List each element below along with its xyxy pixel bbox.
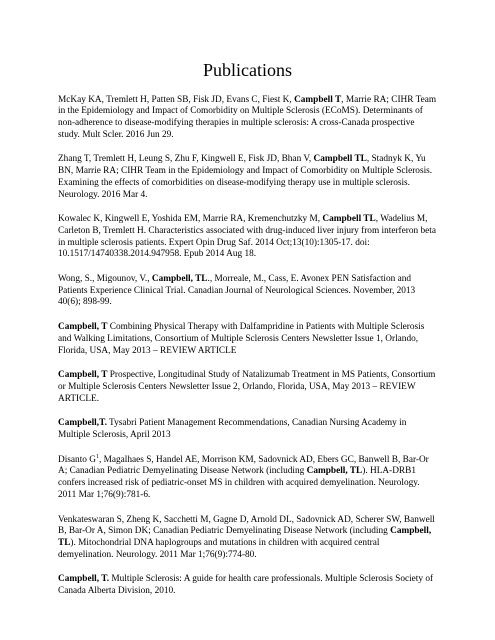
publication-entry — [58, 574, 437, 597]
entry-text: McKay KA, Tremlett H, Patten SB, Fisk JD, Evans C, Fiest K, — [58, 94, 295, 105]
publication-entry — [58, 418, 437, 441]
publication-entry — [58, 95, 437, 142]
author-highlight: Campbell, TL — [151, 274, 208, 285]
entry-text: Zhang T, Tremlett H, Leung S, Zhu F, Kingwell E, Fisk JD, Bhan V, — [58, 154, 314, 165]
publication-entry — [58, 370, 437, 405]
author-highlight: Campbell,T. — [58, 418, 107, 429]
entry-text: ). Mitochondrial DNA haplogroups and mutations in children with acquired central demyelination. Neurology. 2011 Mar 1;76(9):774-80. — [58, 537, 380, 560]
entry-text: , Stadnyk K, Yu BN, Marrie RA; CIHR Team in the Epidemiology and Impact of Comorbidity on Multiple Sclerosis. Examining the effects of comorbidities on disease-modifying therapy use in multiple sclerosis. Neurology. 2016 Mar 4. — [58, 154, 433, 200]
entry-text: Prospective, Longitudinal Study of Natalizumab Treatment in MS Patients, Consortium or Multiple Sclerosis Centers Newsletter Issue 2, Orlando, Florida, USA, May 2013 – REVIEW ARTICLE. — [58, 370, 436, 404]
entry-text: Kowalec K, Kingwell E, Yoshida EM, Marrie RA, Kremenchutzky M, — [58, 214, 323, 225]
author-highlight: Campbell TL — [322, 214, 376, 225]
author-highlight: Campbell, T — [58, 322, 108, 333]
entry-text: Multiple Sclerosis: A guide for health care professionals. Multiple Sclerosis Society of Canada Alberta Division, 2010. — [58, 574, 434, 597]
publication-entry — [58, 515, 437, 562]
publication-entry — [58, 214, 437, 261]
author-highlight: Campbell, TL — [306, 466, 363, 477]
publication-entry — [58, 455, 437, 502]
publication-entry — [58, 154, 437, 201]
author-highlight: Campbell, T. — [58, 574, 110, 585]
entry-text: ., Morreale, M., Cass, E. Avonex PEN Satisfaction and Patients Experience Clinical Trial. Canadian Journal of Neurological Sciences. November, 2013 40(6); 898-99. — [58, 274, 416, 308]
publication-list — [58, 95, 437, 598]
author-highlight: Campbell T — [294, 94, 342, 105]
affiliation-superscript: 1 — [95, 453, 99, 460]
author-highlight: Campbell, T — [58, 370, 108, 381]
author-highlight: Campbell TL — [313, 154, 367, 165]
author-highlight: Campbell, TL — [58, 526, 432, 548]
entry-text: , Marrie RA; CIHR Team in the Epidemiology and Impact of Comorbidity on Multiple Sclerosis (ECoMS). Determinants of non-adherence to disease-modifying therapies in multiple sclerosis: A cross-Canada prospective study. Mult Scler. 2016 Jun 29. — [58, 94, 437, 140]
entry-text: Wong, S., Migounov, V., — [58, 274, 152, 285]
entry-text: Tysabri Patient Management Recommendations, Canadian Nursing Academy in Multiple Sclerosis, April 2013 — [58, 418, 407, 441]
entry-text: , Wadelius M, Carleton B, Tremlett H. Characteristics associated with drug-induced liver injury from interferon beta in multiple sclerosis patients. Expert Opin Drug Saf. 2014 Oct;13(10):1305-17. doi: 10.1517/14740338.2014.947958. Epub 2014 Aug 18. — [58, 214, 436, 260]
entry-text: Venkateswaran S, Zheng K, Sacchetti M, Gagne D, Arnold DL, Sadovnick AD, Scherer SW, Banwell B, Bar-Or A, Simon DK; Canadian Pediatric Demyelinating Disease Network (including — [58, 514, 435, 537]
entry-text: ). HLA-DRB1 confers increased risk of pediatric-onset MS in children with acquired demyelination. Neurology. 2011 Mar 1;76(9):781-6. — [58, 466, 420, 500]
entry-text: Combining Physical Therapy with Dalfampridine in Patients with Multiple Sclerosis and Walking Limitations, Consortium of Multiple Sclerosis Centers Newsletter Issue 1, Orlando, Florida, USA, May 2013 – REVIEW ARTICLE — [58, 322, 425, 356]
page-title: Publications — [203, 60, 292, 80]
publication-entry — [58, 274, 437, 309]
publication-entry — [58, 322, 437, 357]
entry-text: Disanto G — [58, 454, 96, 465]
entry-text: , Magalhaes S, Handel AE, Morrison KM, Sadovnick AD, Ebers GC, Banwell B, Bar-Or A; Canadian Pediatric Demyelinating Disease Network (including — [58, 454, 429, 477]
